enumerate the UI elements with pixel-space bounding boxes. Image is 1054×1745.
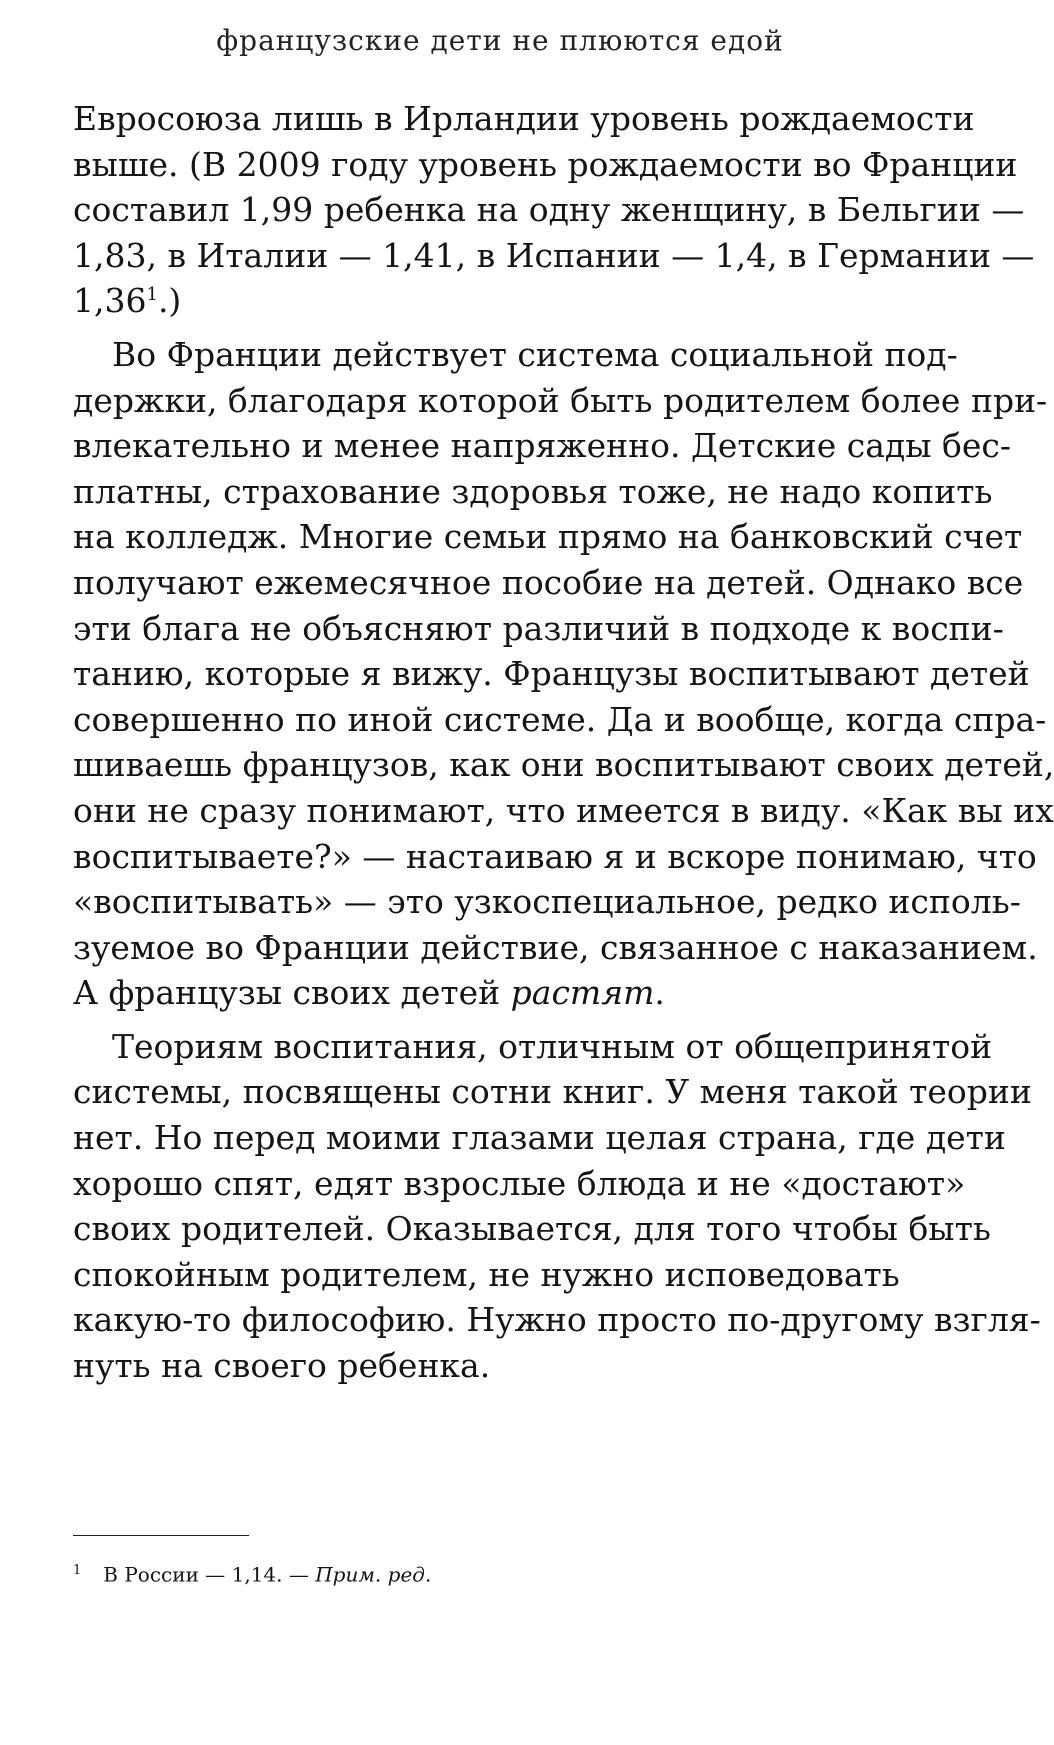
paragraph-3: [73, 1024, 1041, 1389]
text-line: Евросоюза лишь в Ирландии уровень рождаемости: [73, 99, 975, 138]
text-line: [73, 278, 885, 324]
text-line: хорошо спят, едят взрослые блюда и не «достают»: [73, 1163, 966, 1203]
text-line: своих родителей. Оказывается, для того чтобы быть: [73, 1209, 991, 1249]
text-line: воспитываете?» — настаиваю я и вскоре понимаю, что: [73, 836, 1037, 876]
text-line: спокойным родителем, не нужно исповедовать: [73, 1254, 900, 1294]
footnote: [73, 1558, 431, 1588]
text-line: на колледж. Многие семьи прямо на банковский счет: [73, 517, 1023, 557]
footnote-mark: 1: [73, 1563, 82, 1578]
footnote-reference: 1: [146, 284, 158, 306]
footnote-text: В России — 1,14. —: [103, 1562, 316, 1587]
text-fragment: 1,36: [73, 281, 147, 321]
text-line: получают ежемесячное пособие на детей. Однако все: [73, 562, 1024, 602]
text-line: составил 1,99 ребенка на одну женщину, в Бельгии —: [73, 190, 1025, 230]
text-line: выше. (В 2009 году уровень рождаемости во Франции: [73, 144, 1018, 184]
text-line: танию, которые я вижу. Французы воспитывают детей: [73, 654, 1030, 694]
text-line: эти блага не объясняют различий в подходе к воспи-: [73, 608, 1004, 648]
text-line: какую-то философию. Нужно просто по-другому взгля-: [73, 1300, 1041, 1340]
text-line: Во Франции действует система социальной под-: [112, 334, 958, 374]
text-fragment: А французы своих детей: [73, 973, 511, 1013]
text-line: [73, 970, 885, 1016]
text-line: платны, страхование здоровья тоже, не надо копить: [73, 471, 993, 511]
footnote-divider: [73, 1535, 249, 1536]
text-line: держки, благодаря которой быть родителем более при-: [73, 380, 1048, 420]
text-line: «воспитывать» — это узкоспециальное, редко исполь-: [73, 882, 1021, 922]
text-line: влекательно и менее напряженно. Детские сады бес-: [73, 426, 1011, 466]
text-line: совершенно по иной системе. Да и вообще, когда спра-: [73, 699, 1047, 739]
running-head: французские дети не плюются едой: [216, 24, 784, 57]
text-line: нет. Но перед моими глазами целая страна, где дети: [73, 1118, 1006, 1158]
text-line: [73, 1343, 885, 1389]
text-line: зуемое во Франции действие, связанное с наказанием.: [73, 927, 1038, 967]
text-line: шиваешь французов, как они воспитывают своих детей,: [73, 745, 1054, 785]
text-fragment: .: [654, 973, 665, 1013]
emphasized-word: растят: [510, 973, 655, 1013]
text-line: системы, посвящены сотни книг. У меня такой теории: [73, 1072, 1032, 1112]
text-fragment: нуть на своего ребенка.: [73, 1346, 491, 1386]
text-line: 1,83, в Италии — 1,41, в Испании — 1,4, в Германии —: [73, 235, 1035, 275]
text-line: они не сразу понимают, что имеется в виду. «Как вы их: [73, 790, 1054, 830]
text-line: Теориям воспитания, отличным от общепринятой: [112, 1026, 993, 1066]
text-fragment: .): [157, 281, 182, 321]
footnote-editor-note: Прим. ред.: [315, 1562, 432, 1587]
paragraph-2: [73, 332, 1054, 1016]
body-text: [73, 96, 1054, 1389]
paragraph-1: [73, 96, 1035, 324]
